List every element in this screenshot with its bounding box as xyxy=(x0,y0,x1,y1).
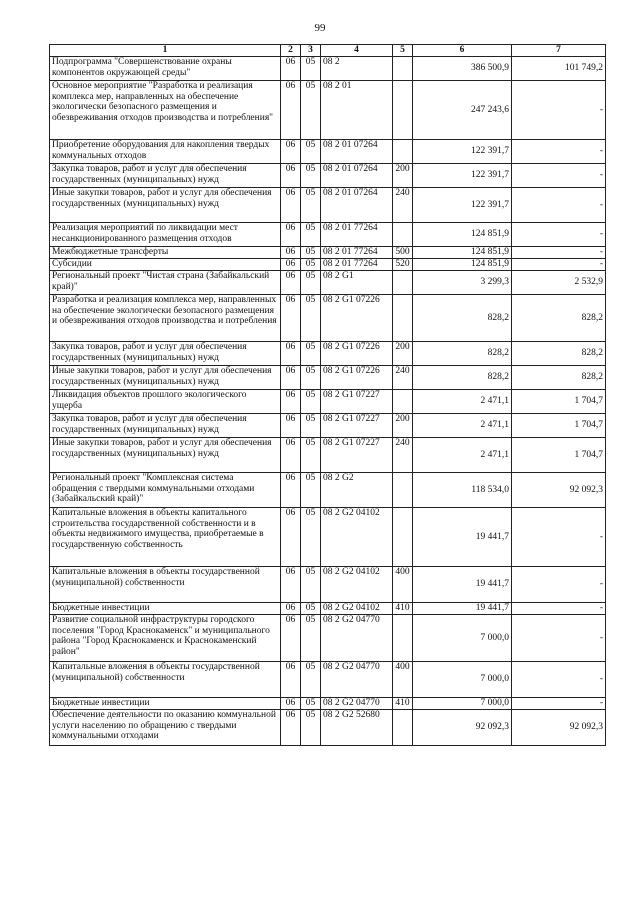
table-row xyxy=(50,438,606,473)
section-code: 06 xyxy=(281,414,301,438)
target-article-code: 08 2 01 07264 xyxy=(321,164,393,188)
expense-type-code: 410 xyxy=(393,603,413,615)
amount-col6: 124 851,9 xyxy=(413,223,512,247)
row-name: Закупка товаров, работ и услуг для обеспечения государственных (муниципальных) нужд xyxy=(50,164,281,188)
amount-col7: 2 532,9 xyxy=(512,271,606,295)
subsection-code: 05 xyxy=(301,710,321,746)
amount-col6: 2 471,1 xyxy=(413,414,512,438)
amount-col6: 828,2 xyxy=(413,295,512,342)
section-code: 06 xyxy=(281,615,301,662)
column-header: 5 xyxy=(393,45,413,57)
subsection-code: 05 xyxy=(301,662,321,698)
amount-col7: - xyxy=(512,247,606,259)
target-article-code: 08 2 G2 04102 xyxy=(321,508,393,567)
amount-col7: - xyxy=(512,615,606,662)
subsection-code: 05 xyxy=(301,188,321,223)
amount-col7: 1 704,7 xyxy=(512,438,606,473)
table-row xyxy=(50,603,606,615)
amount-col6: 124 851,9 xyxy=(413,247,512,259)
amount-col6: 2 471,1 xyxy=(413,438,512,473)
section-code: 06 xyxy=(281,473,301,508)
expense-type-code: 240 xyxy=(393,438,413,473)
section-code: 06 xyxy=(281,57,301,81)
row-name: Капитальные вложения в объекты государственной (муниципальной) собственности xyxy=(50,567,281,603)
expense-type-code xyxy=(393,295,413,342)
subsection-code: 05 xyxy=(301,698,321,710)
subsection-code: 05 xyxy=(301,81,321,140)
column-header: 1 xyxy=(50,45,281,57)
subsection-code: 05 xyxy=(301,366,321,390)
amount-col7: 1 704,7 xyxy=(512,414,606,438)
expense-type-code: 400 xyxy=(393,567,413,603)
expense-type-code: 200 xyxy=(393,342,413,366)
amount-col7: - xyxy=(512,508,606,567)
row-name: Иные закупки товаров, работ и услуг для обеспечения государственных (муниципальных) нужд xyxy=(50,438,281,473)
target-article-code: 08 2 G2 52680 xyxy=(321,710,393,746)
target-article-code: 08 2 G1 07226 xyxy=(321,366,393,390)
row-name: Ликвидация объектов прошлого экологического ущерба xyxy=(50,390,281,414)
subsection-code: 05 xyxy=(301,164,321,188)
row-name: Межбюджетные трансферты xyxy=(50,247,281,259)
target-article-code: 08 2 01 07264 xyxy=(321,140,393,164)
expense-type-code xyxy=(393,710,413,746)
section-code: 06 xyxy=(281,259,301,271)
section-code: 06 xyxy=(281,567,301,603)
target-article-code: 08 2 G1 xyxy=(321,271,393,295)
section-code: 06 xyxy=(281,295,301,342)
row-name: Капитальные вложения в объекты капитального строительства государственной собственности и в объекты недвижимого имущества, приобретаемые в государственную собственность xyxy=(50,508,281,567)
amount-col6: 122 391,7 xyxy=(413,140,512,164)
subsection-code: 05 xyxy=(301,342,321,366)
expense-type-code xyxy=(393,223,413,247)
table-row xyxy=(50,414,606,438)
subsection-code: 05 xyxy=(301,473,321,508)
row-name: Региональный проект "Чистая страна (Забайкальский край)" xyxy=(50,271,281,295)
section-code: 06 xyxy=(281,271,301,295)
row-name: Капитальные вложения в объекты государственной (муниципальной) собственности xyxy=(50,662,281,698)
target-article-code: 08 2 G2 04770 xyxy=(321,662,393,698)
subsection-code: 05 xyxy=(301,140,321,164)
expense-type-code xyxy=(393,57,413,81)
amount-col6: 124 851,9 xyxy=(413,259,512,271)
subsection-code: 05 xyxy=(301,603,321,615)
amount-col6: 386 500,9 xyxy=(413,57,512,81)
target-article-code: 08 2 G2 04770 xyxy=(321,698,393,710)
amount-col6: 7 000,0 xyxy=(413,662,512,698)
amount-col7: 92 092,3 xyxy=(512,473,606,508)
amount-col6: 122 391,7 xyxy=(413,164,512,188)
section-code: 06 xyxy=(281,81,301,140)
subsection-code: 05 xyxy=(301,615,321,662)
amount-col6: 118 534,0 xyxy=(413,473,512,508)
expense-type-code: 240 xyxy=(393,188,413,223)
section-code: 06 xyxy=(281,662,301,698)
table-row xyxy=(50,164,606,188)
row-name: Приобретение оборудования для накопления твердых коммунальных отходов xyxy=(50,140,281,164)
amount-col6: 92 092,3 xyxy=(413,710,512,746)
target-article-code: 08 2 01 77264 xyxy=(321,259,393,271)
subsection-code: 05 xyxy=(301,438,321,473)
table-row xyxy=(50,366,606,390)
row-name: Субсидии xyxy=(50,259,281,271)
section-code: 06 xyxy=(281,342,301,366)
target-article-code: 08 2 xyxy=(321,57,393,81)
amount-col7: - xyxy=(512,603,606,615)
table-row xyxy=(50,223,606,247)
target-article-code: 08 2 G1 07227 xyxy=(321,414,393,438)
row-name: Подпрограмма "Совершенствование охраны компонентов окружающей среды" xyxy=(50,57,281,81)
page-number: 99 xyxy=(314,22,326,34)
amount-col6: 19 441,7 xyxy=(413,567,512,603)
table-row xyxy=(50,271,606,295)
amount-col7: - xyxy=(512,188,606,223)
expense-type-code xyxy=(393,473,413,508)
table-row xyxy=(50,390,606,414)
expense-type-code xyxy=(393,271,413,295)
expense-type-code: 520 xyxy=(393,259,413,271)
amount-col7: - xyxy=(512,567,606,603)
row-name: Закупка товаров, работ и услуг для обеспечения государственных (муниципальных) нужд xyxy=(50,414,281,438)
row-name: Бюджетные инвестиции xyxy=(50,603,281,615)
table-row xyxy=(50,57,606,81)
amount-col6: 828,2 xyxy=(413,342,512,366)
target-article-code: 08 2 G1 07227 xyxy=(321,390,393,414)
row-name: Основное мероприятие "Разработка и реализация комплекса мер, направленных на обеспечение экологически безопасного размещения и обезвреживания отходов производства и потребления" xyxy=(50,81,281,140)
target-article-code: 08 2 01 xyxy=(321,81,393,140)
target-article-code: 08 2 01 77264 xyxy=(321,223,393,247)
row-name: Обеспечение деятельности по оказанию коммунальной услуги населению по обращению с твердыми коммунальными отходами xyxy=(50,710,281,746)
table-row xyxy=(50,473,606,508)
expense-type-code: 410 xyxy=(393,698,413,710)
subsection-code: 05 xyxy=(301,390,321,414)
table-row xyxy=(50,710,606,746)
amount-col7: - xyxy=(512,140,606,164)
amount-col6: 3 299,3 xyxy=(413,271,512,295)
amount-col7: - xyxy=(512,698,606,710)
expense-type-code: 200 xyxy=(393,414,413,438)
section-code: 06 xyxy=(281,140,301,164)
table-row xyxy=(50,662,606,698)
amount-col7: 92 092,3 xyxy=(512,710,606,746)
amount-col7: - xyxy=(512,164,606,188)
table-header-row xyxy=(50,45,606,57)
column-header: 3 xyxy=(301,45,321,57)
expense-type-code xyxy=(393,81,413,140)
amount-col6: 19 441,7 xyxy=(413,508,512,567)
amount-col6: 828,2 xyxy=(413,366,512,390)
column-header: 2 xyxy=(281,45,301,57)
section-code: 06 xyxy=(281,390,301,414)
section-code: 06 xyxy=(281,247,301,259)
target-article-code: 08 2 G2 04102 xyxy=(321,567,393,603)
amount-col7: - xyxy=(512,259,606,271)
amount-col7: - xyxy=(512,81,606,140)
row-name: Закупка товаров, работ и услуг для обеспечения государственных (муниципальных) нужд xyxy=(50,342,281,366)
table-row xyxy=(50,342,606,366)
table-row xyxy=(50,295,606,342)
expense-type-code: 200 xyxy=(393,164,413,188)
table-row xyxy=(50,81,606,140)
section-code: 06 xyxy=(281,438,301,473)
expense-type-code xyxy=(393,508,413,567)
section-code: 06 xyxy=(281,366,301,390)
table-row xyxy=(50,508,606,567)
expense-type-code: 240 xyxy=(393,366,413,390)
target-article-code: 08 2 01 07264 xyxy=(321,188,393,223)
subsection-code: 05 xyxy=(301,508,321,567)
amount-col7: 828,2 xyxy=(512,342,606,366)
subsection-code: 05 xyxy=(301,57,321,81)
amount-col7: - xyxy=(512,662,606,698)
section-code: 06 xyxy=(281,223,301,247)
section-code: 06 xyxy=(281,698,301,710)
amount-col6: 7 000,0 xyxy=(413,615,512,662)
target-article-code: 08 2 01 77264 xyxy=(321,247,393,259)
column-header: 6 xyxy=(413,45,512,57)
section-code: 06 xyxy=(281,164,301,188)
amount-col7: 828,2 xyxy=(512,366,606,390)
subsection-code: 05 xyxy=(301,259,321,271)
subsection-code: 05 xyxy=(301,223,321,247)
section-code: 06 xyxy=(281,710,301,746)
target-article-code: 08 2 G1 07227 xyxy=(321,438,393,473)
amount-col6: 19 441,7 xyxy=(413,603,512,615)
budget-table xyxy=(49,44,606,746)
row-name: Бюджетные инвестиции xyxy=(50,698,281,710)
table-row xyxy=(50,567,606,603)
expense-type-code xyxy=(393,615,413,662)
row-name: Разработка и реализация комплекса мер, направленных на обеспечение экологически безопасного размещения и обезвреживания отходов производства и потребления xyxy=(50,295,281,342)
target-article-code: 08 2 G1 07226 xyxy=(321,342,393,366)
expense-type-code: 400 xyxy=(393,662,413,698)
table-row xyxy=(50,615,606,662)
subsection-code: 05 xyxy=(301,414,321,438)
section-code: 06 xyxy=(281,508,301,567)
subsection-code: 05 xyxy=(301,271,321,295)
table-row xyxy=(50,698,606,710)
expense-type-code xyxy=(393,390,413,414)
target-article-code: 08 2 G2 04770 xyxy=(321,615,393,662)
table-row xyxy=(50,247,606,259)
row-name: Региональный проект "Комплексная система обращения с твердыми коммунальными отходами (Забайкальский край)" xyxy=(50,473,281,508)
amount-col6: 122 391,7 xyxy=(413,188,512,223)
table-row xyxy=(50,140,606,164)
target-article-code: 08 2 G2 xyxy=(321,473,393,508)
row-name: Развитие социальной инфраструктуры городского поселения "Город Краснокаменск" и муниципального района "Город Краснокаменск и Краснокаменский район" xyxy=(50,615,281,662)
table-row xyxy=(50,259,606,271)
expense-type-code: 500 xyxy=(393,247,413,259)
amount-col6: 2 471,1 xyxy=(413,390,512,414)
amount-col7: - xyxy=(512,223,606,247)
section-code: 06 xyxy=(281,188,301,223)
amount-col6: 247 243,6 xyxy=(413,81,512,140)
section-code: 06 xyxy=(281,603,301,615)
amount-col7: 1 704,7 xyxy=(512,390,606,414)
column-header: 4 xyxy=(321,45,393,57)
subsection-code: 05 xyxy=(301,567,321,603)
amount-col7: 101 749,2 xyxy=(512,57,606,81)
subsection-code: 05 xyxy=(301,295,321,342)
row-name: Иные закупки товаров, работ и услуг для обеспечения государственных (муниципальных) нужд xyxy=(50,366,281,390)
amount-col6: 7 000,0 xyxy=(413,698,512,710)
row-name: Иные закупки товаров, работ и услуг для обеспечения государственных (муниципальных) нужд xyxy=(50,188,281,223)
amount-col7: 828,2 xyxy=(512,295,606,342)
target-article-code: 08 2 G1 07226 xyxy=(321,295,393,342)
table-row xyxy=(50,188,606,223)
row-name: Реализация мероприятий по ликвидации мест несанкционированного размещения отходов xyxy=(50,223,281,247)
subsection-code: 05 xyxy=(301,247,321,259)
expense-type-code xyxy=(393,140,413,164)
target-article-code: 08 2 G2 04102 xyxy=(321,603,393,615)
column-header: 7 xyxy=(512,45,606,57)
